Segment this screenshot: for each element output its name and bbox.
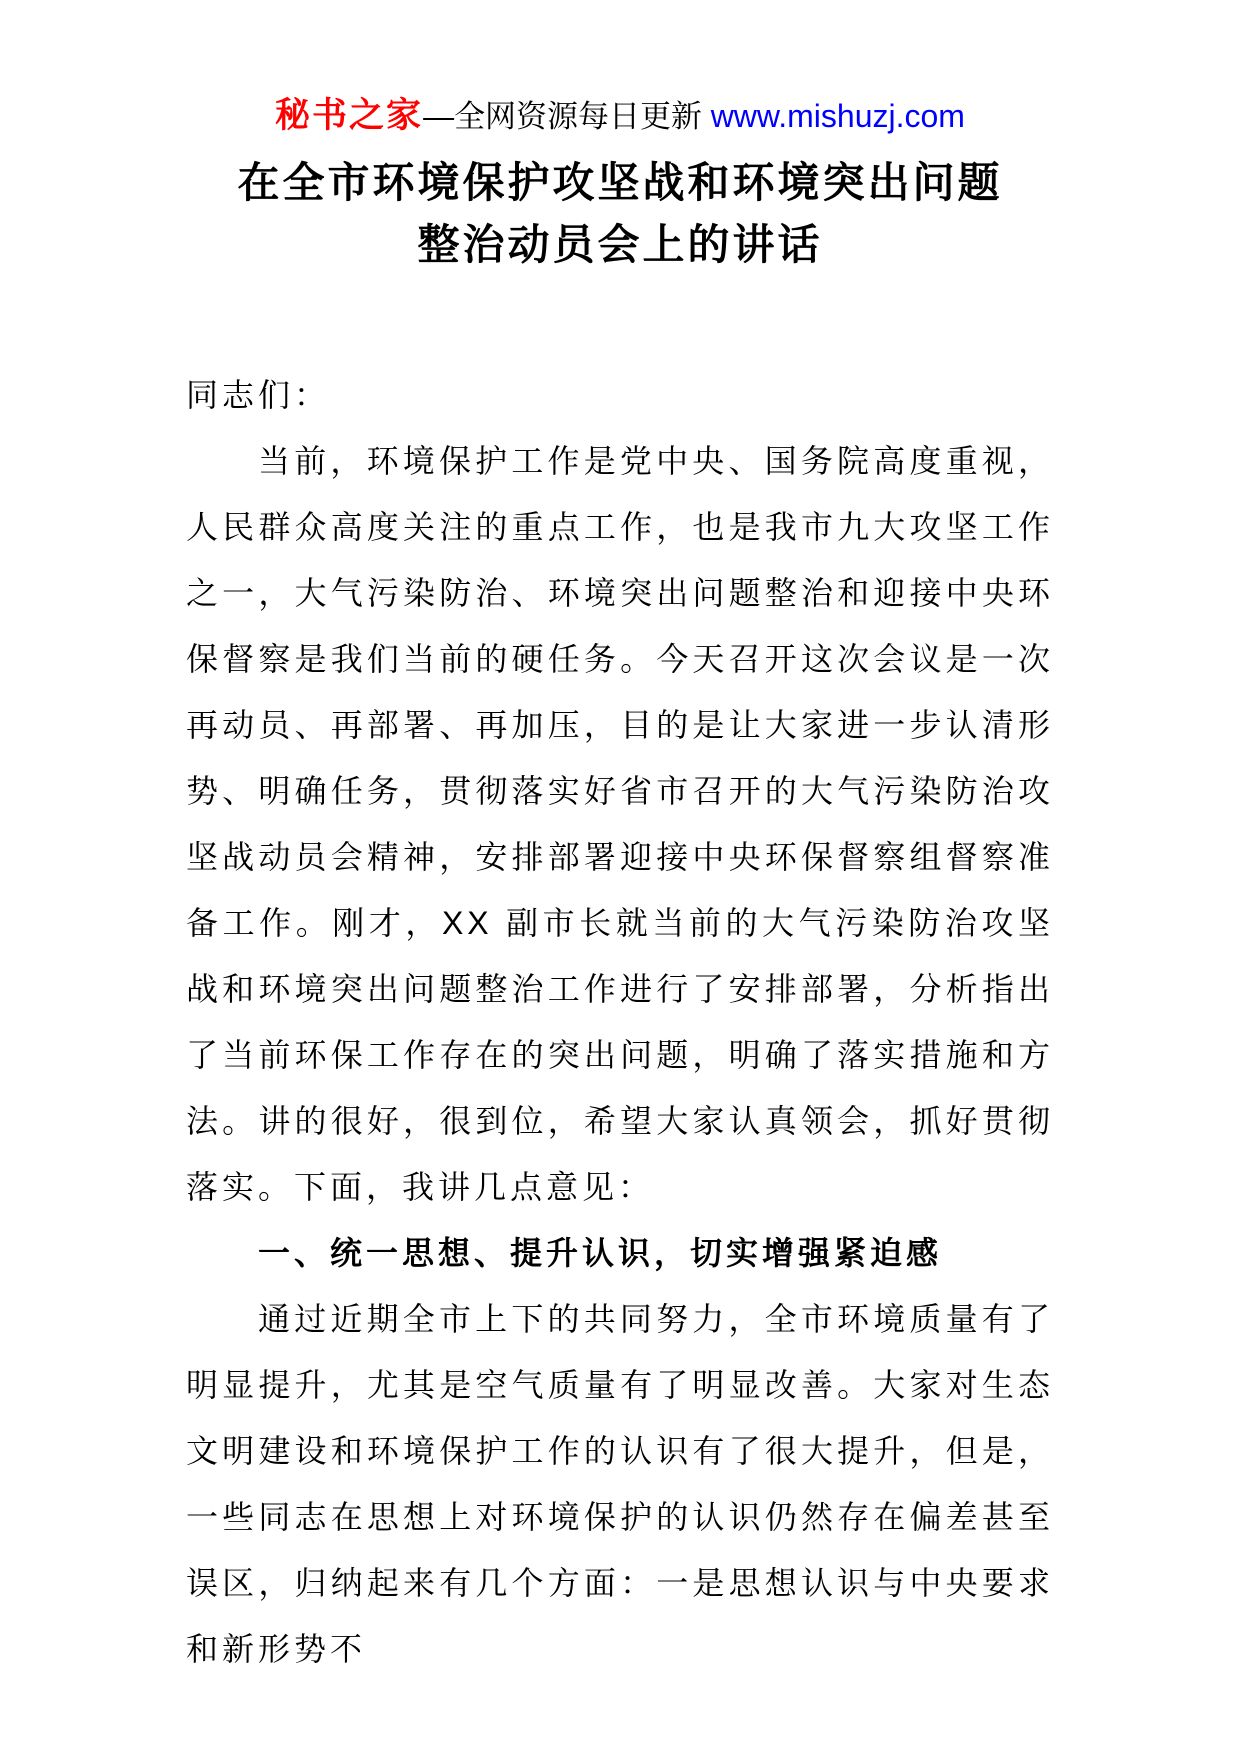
section-heading-1: 一、统一思想、提升认识，切实增强紧迫感 — [258, 1235, 943, 1271]
document-body — [186, 362, 1054, 1682]
site-url-link[interactable]: www.mishuzj.com — [710, 98, 965, 134]
document-title — [0, 152, 1240, 276]
document-title-line-2: 整治动员会上的讲话 — [417, 221, 823, 268]
salutation: 同志们： — [186, 377, 331, 413]
site-tagline: —全网资源每日更新 — [423, 99, 711, 134]
document-title-line-1: 在全市环境保护攻坚战和环境突出问题 — [237, 159, 1003, 206]
paragraph-intro: 当前，环境保护工作是党中央、国务院高度重视，人民群众高度关注的重点工作，也是我市九大攻坚工作之一，大气污染防治、环境突出问题整治和迎接中央环保督察是我们当前的硬任务。今天召开这次会议是一次再动员、再部署、再加压，目的是让大家进一步认清形势、明确任务，贯彻落实好省市召开的大气污染防治攻坚战动员会精神，安排部署迎接中央环保督察组督察准备工作。刚才，XX 副市长就当前的大气污染防治攻坚战和环境突出问题整治工作进行了安排部署，分析指出了当前环保工作存在的突出问题，明确了落实措施和方法。讲的很好，很到位，希望大家认真领会，抓好贯彻落实。下面，我讲几点意见： — [186, 443, 1054, 1205]
site-watermark-header — [0, 0, 1240, 138]
paragraph-section-1: 通过近期全市上下的共同努力，全市环境质量有了明显提升，尤其是空气质量有了明显改善。大家对生态文明建设和环境保护工作的认识有了很大提升，但是，一些同志在思想上对环境保护的认识仍然存在偏差甚至误区，归纳起来有几个方面：一是思想认识与中央要求和新形势不 — [186, 1301, 1054, 1667]
site-brand: 秘书之家 — [275, 96, 424, 135]
